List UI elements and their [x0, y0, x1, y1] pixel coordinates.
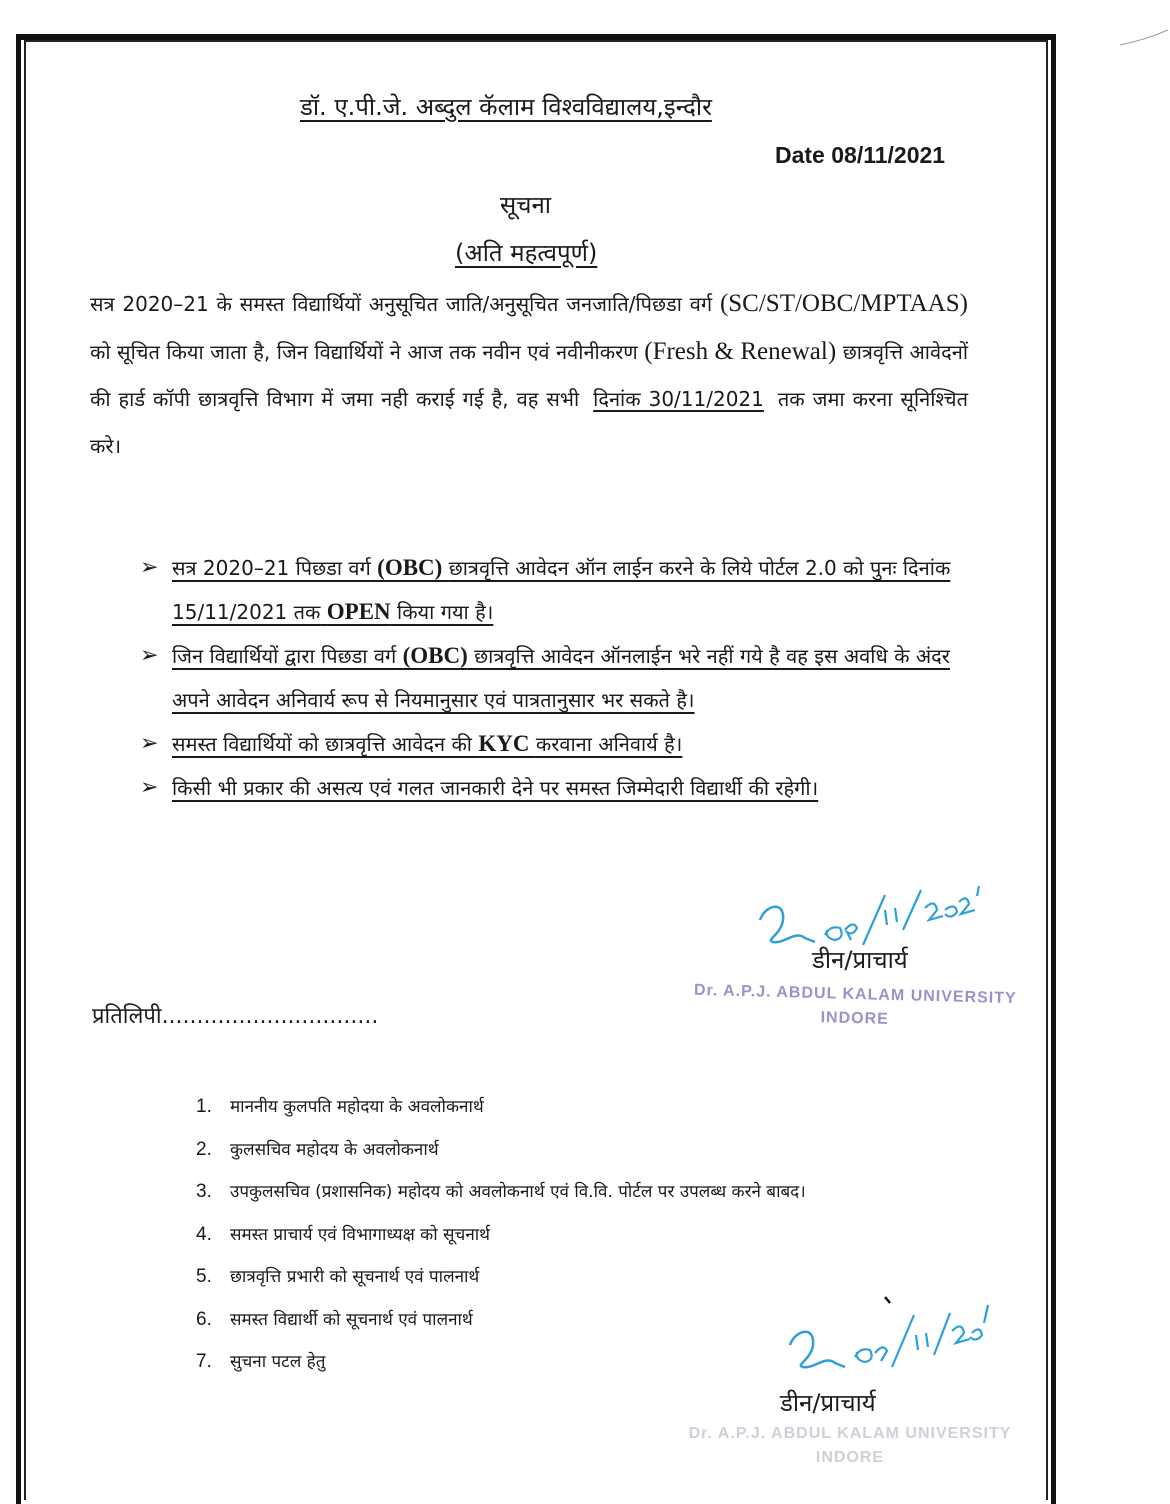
bullet-item: ➢ समस्त विद्यार्थियों को छात्रवृत्ति आवेदन की KYC करवाना अनिवार्य है।	[140, 722, 970, 766]
bullet-item: ➢ किसी भी प्रकार की असत्य एवं गलत जानकारी देने पर समस्त जिम्मेदारी विद्यार्थी की रहेगी।	[140, 766, 970, 810]
para-text-2: को सूचित किया जाता है, जिन विद्यार्थियों ने आज तक नवीन एवं नवीनीकरण	[90, 340, 638, 364]
para-text-4: तक जमा करना सूनिश्चित करे।	[90, 387, 968, 458]
bullet-item: ➢ सत्र 2020–21 पिछडा वर्ग (OBC) छात्रवृत्ति आवेदन ऑन लाईन करने के लिये पोर्टल 2.0 को पुनः दिनांक 15/11/2021 तक OPEN किया गया है।	[140, 546, 970, 634]
list-item: 7. सुचना पटल हेतु	[196, 1351, 326, 1372]
arrow-bullet-icon: ➢	[140, 731, 159, 756]
list-item: 2. कुलसचिव महोदय के अवलोकनार्थ	[196, 1138, 439, 1160]
notice-heading: सूचना	[500, 191, 551, 219]
distribution-list	[196, 1092, 806, 1390]
deadline-date: दिनांक 30/11/2021	[593, 387, 764, 411]
scan-mark	[1110, 0, 1170, 60]
notice-paragraph	[90, 280, 968, 470]
para-latin-1: (SC/ST/OBC/MPTAAS)	[719, 290, 969, 317]
arrow-bullet-icon: ➢	[140, 775, 159, 800]
signatory-title-1: डीन/प्राचार्य	[812, 946, 908, 974]
arrow-bullet-icon: ➢	[140, 555, 159, 580]
signature-2	[780, 1295, 1000, 1385]
bullet-item: ➢ जिन विद्यार्थियों द्वारा पिछडा वर्ग (OBC) छात्रवृत्ति आवेदन ऑनलाईन भरे नहीं गये है वह इस अवधि के अंदर अपने आवेदन अनिवार्य रूप से नियमानुसार एवं पात्रतानुसार भर सकते है।	[140, 634, 970, 722]
university-stamp-1: Dr. A.P.J. ABDUL KALAM UNIVERSITY INDORE	[693, 981, 1017, 1028]
university-title: डॉ. ए.पी.जे. अब्दुल कॅलाम विश्वविद्यालय,इन्दौर	[300, 93, 712, 121]
signatory-title-2: डीन/प्राचार्य	[780, 1389, 876, 1417]
list-item: 3. उपकुलसचिव (प्रशासनिक) महोदय को अवलोकनार्थ एवं वि.वि. पोर्टल पर उपलब्ध करने बाबद।	[196, 1181, 806, 1202]
para-text-1: सत्र 2020–21 के समस्त विद्यार्थियों अनुसूचित जाति/अनुसूचित जनजाति/पिछडा वर्ग	[90, 292, 713, 316]
para-text-3: छात्रवृत्ति आवेदनों की हार्ड कॉपी छात्रवृत्ति विभाग में जमा नही कराई गई है, वह सभी	[90, 340, 969, 411]
copy-to-label: प्रतिलिपी...............................	[92, 1004, 379, 1029]
bullet-list	[140, 546, 970, 810]
list-item: 5. छात्रवृत्ति प्रभारी को सूचनार्थ एवं पालनार्थ	[196, 1266, 480, 1287]
university-stamp-2: Dr. A.P.J. ABDUL KALAM UNIVERSITY INDORE	[688, 1425, 1012, 1466]
list-item: 4. समस्त प्राचार्य एवं विभागाध्यक्ष को सूचनार्थ	[196, 1223, 491, 1245]
list-item: 1. माननीय कुलपति महोदया के अवलोकनार्थ	[196, 1096, 484, 1117]
notice-subheading: (अति महत्वपूर्ण)	[455, 239, 598, 267]
arrow-bullet-icon: ➢	[140, 643, 159, 668]
para-latin-2: (Fresh & Renewal)	[644, 338, 837, 365]
notice-date: Date 08/11/2021	[775, 142, 946, 168]
list-item: 6. समस्त विद्यार्थी को सूचनार्थ एवं पालनार्थ	[196, 1308, 473, 1330]
